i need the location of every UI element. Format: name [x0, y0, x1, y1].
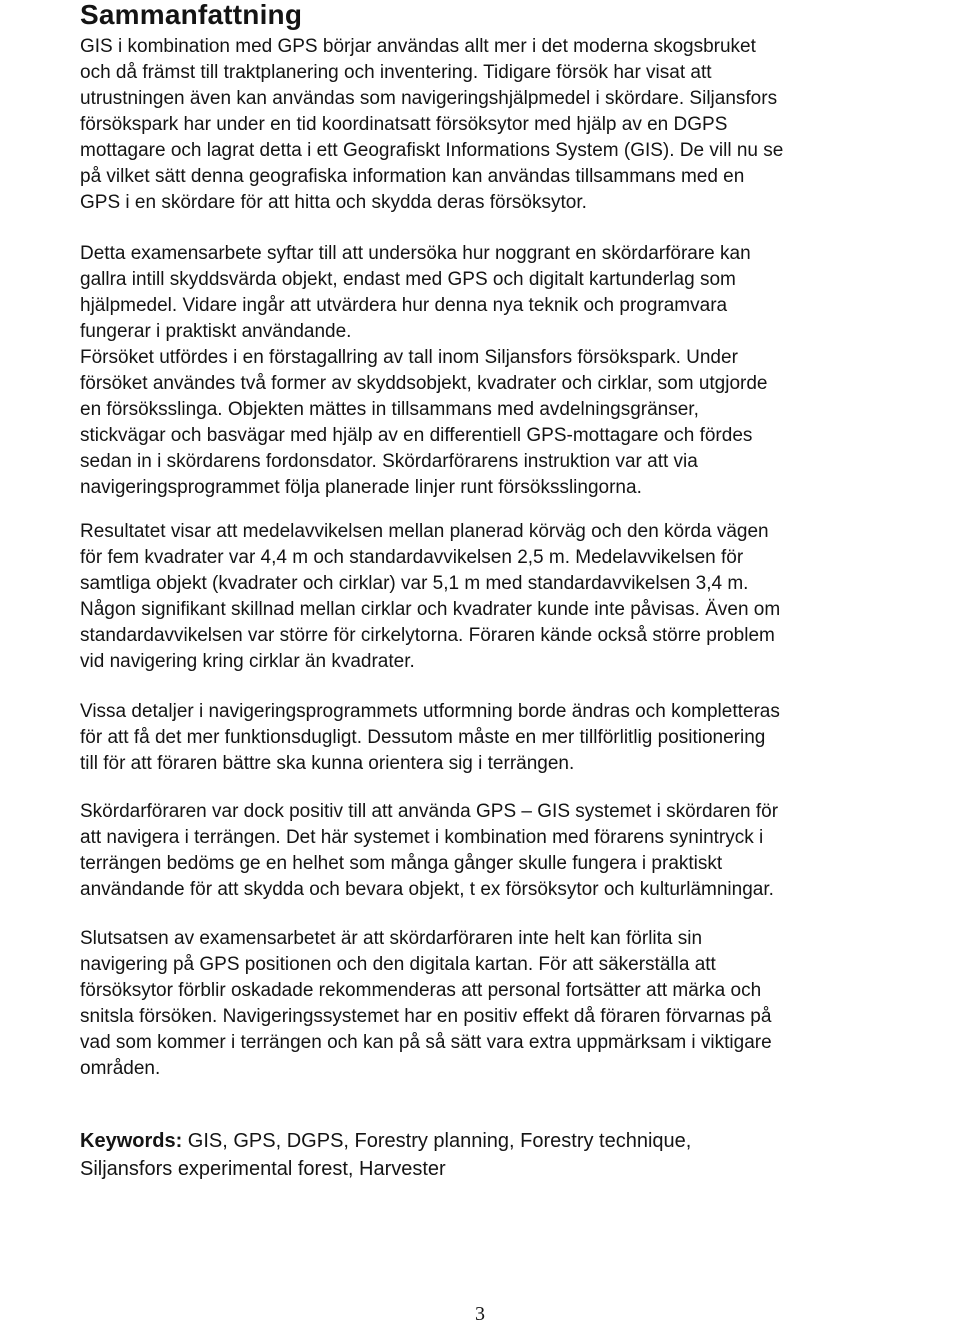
- paragraph-intro: [80, 34, 900, 216]
- text-line: stickvägar och basvägar med hjälp av en differentiell GPS-mottagare och fördes: [80, 425, 753, 446]
- keywords-block: [80, 1127, 900, 1183]
- text-line: Försöket utfördes i en förstagallring av tall inom Siljansfors försökspark. Under: [80, 347, 738, 368]
- page-number: 3: [475, 1303, 485, 1325]
- keywords-label: Keywords:: [80, 1130, 183, 1152]
- text-line: mottagare och lagrat detta i ett Geografiskt Informations System (GIS). De vill nu se: [80, 140, 784, 161]
- text-line: Detta examensarbete syftar till att undersöka hur noggrant en skördarförare kan: [80, 243, 751, 264]
- paragraph-details: [80, 699, 900, 777]
- text-line: terrängen bedöms ge en helhet som många gånger skulle fungera i praktiskt: [80, 853, 723, 874]
- text-line: till för att föraren bättre ska kunna orientera sig i terrängen.: [80, 753, 575, 774]
- keywords-values: GIS, GPS, DGPS, Forestry planning, Forestry technique,: [182, 1130, 692, 1152]
- text-line: försöksytor förblir oskadade rekommenderas att personal fortsätter att märka och: [80, 980, 762, 1001]
- keywords-line: Siljansfors experimental forest, Harvester: [80, 1158, 446, 1180]
- text-line: Vissa detaljer i navigeringsprogrammets utformning borde ändras och kompletteras: [80, 701, 780, 722]
- text-line: för fem kvadrater var 4,4 m och standardavvikelsen 2,5 m. Medelavvikelsen för: [80, 547, 744, 568]
- text-line: Resultatet visar att medelavvikelsen mellan planerad körväg och den körda vägen: [80, 521, 769, 542]
- text-line: fungerar i praktiskt användande.: [80, 321, 352, 342]
- text-line: sedan in i skördarens fordonsdator. Skördarförarens instruktion var att via: [80, 451, 698, 472]
- text-line: för att få det mer funktionsdugligt. Dessutom måste en mer tillförlitlig positionering: [80, 727, 766, 748]
- text-line: på vilket sätt denna geografiska information kan användas tillsammans med en: [80, 166, 745, 187]
- keywords-line: [80, 1127, 900, 1155]
- text-line: standardavvikelsen var större för cirkelytorna. Föraren kände också större problem: [80, 625, 775, 646]
- text-line: hjälpmedel. Vidare ingår att utvärdera hur denna nya teknik och programvara: [80, 295, 728, 316]
- text-line: gallra intill skyddsvärda objekt, endast med GPS och digitalt kartunderlag som: [80, 269, 736, 290]
- text-line: och då främst till traktplanering och inventering. Tidigare försök har visat att: [80, 62, 712, 83]
- text-line: försökspark har under en tid koordinatsatt försöksytor med hjälp av en DGPS: [80, 114, 728, 135]
- text-line: användande för att skydda och bevara objekt, t ex försöksytor och kulturlämningar.: [80, 879, 774, 900]
- text-line: navigeringsprogrammet följa planerade linjer runt försöksslingorna.: [80, 477, 642, 498]
- paragraph-aim-method: [80, 241, 900, 501]
- text-line: Någon signifikant skillnad mellan cirklar och kvadrater kunde inte påvisas. Även om: [80, 599, 781, 620]
- text-line: Slutsatsen av examensarbetet är att skördarföraren inte helt kan förlita sin: [80, 928, 703, 949]
- text-line: samtliga objekt (kvadrater och cirklar) var 5,1 m med standardavvikelsen 3,4 m.: [80, 573, 749, 594]
- text-line: snitsla försöken. Navigeringssystemet har en positiv effekt då föraren förvarnas på: [80, 1006, 772, 1027]
- paragraph-conclusion: [80, 926, 900, 1082]
- text-line: utrustningen även kan användas som navigeringshjälpmedel i skördare. Siljansfors: [80, 88, 778, 109]
- text-line: navigering på GPS positionen och den digitala kartan. För att säkerställa att: [80, 954, 716, 975]
- text-line: försöket användes två former av skyddsobjekt, kvadrater och cirklar, som utgjorde: [80, 373, 768, 394]
- text-line: att navigera i terrängen. Det här systemet i kombination med förarens synintryck i: [80, 827, 764, 848]
- text-line: Skördarföraren var dock positiv till att använda GPS – GIS systemet i skördaren för: [80, 801, 779, 822]
- text-line: GPS i en skördare för att hitta och skydda deras försöksytor.: [80, 192, 587, 213]
- paragraph-results: [80, 519, 900, 675]
- text-line: GIS i kombination med GPS börjar användas allt mer i det moderna skogsbruket: [80, 36, 756, 57]
- paragraph-operator: [80, 799, 900, 903]
- section-heading: Sammanfattning: [80, 0, 303, 30]
- text-line: en försöksslinga. Objekten mättes in tillsammans med avdelningsgränser,: [80, 399, 699, 420]
- text-line: vad som kommer i terrängen och kan på så sätt vara extra uppmärksam i viktigare: [80, 1032, 772, 1053]
- text-line: områden.: [80, 1058, 161, 1079]
- text-line: vid navigering kring cirklar än kvadrater.: [80, 651, 415, 672]
